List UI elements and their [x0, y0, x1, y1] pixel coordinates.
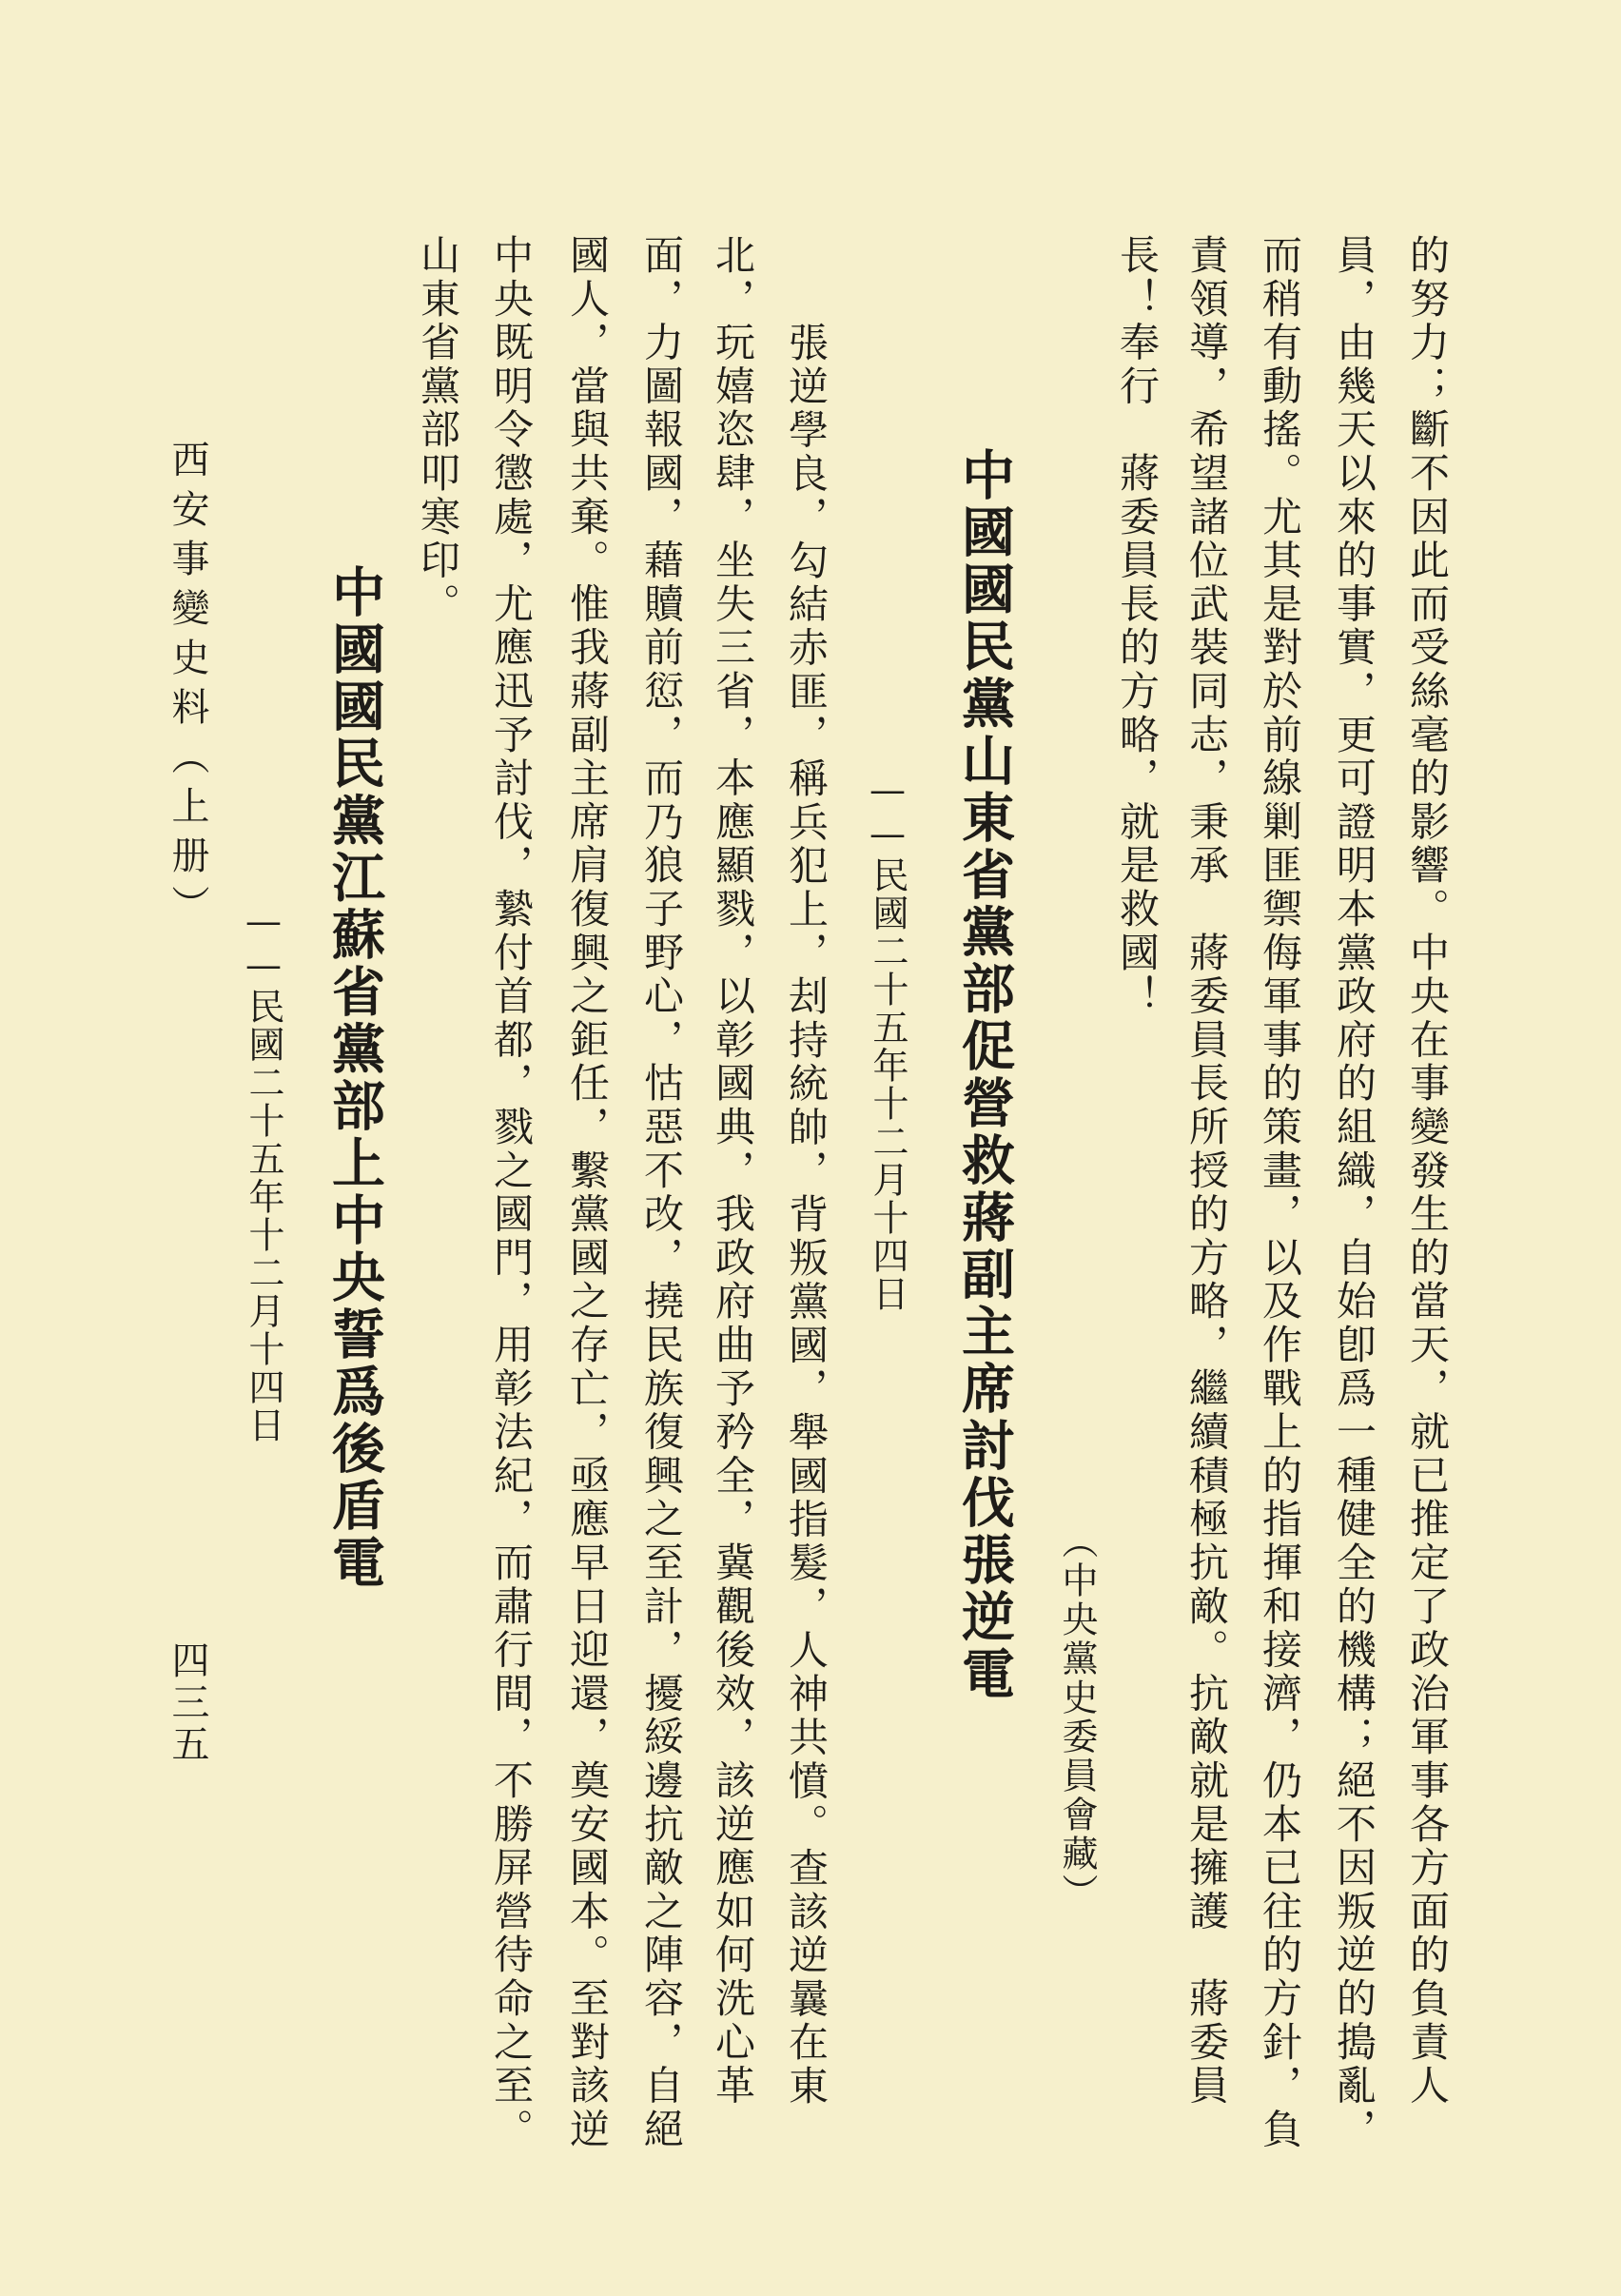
text-line: 張逆學良，勾結赤匪，稱兵犯上，刦持統帥，背叛黨國，舉國指髮，人神共憤。查該逆曩在東: [783, 322, 830, 2109]
document-date: ——民國二十五年十二月十四日: [243, 900, 284, 1444]
text-line: 而稍有動搖。尤其是對於前線剿匪禦侮軍事的策畫，以及作戰上的指揮和接濟，仍本已往的方針，負: [1257, 234, 1303, 2152]
text-line: 中央既明令懲處，尤應迅予討伐，縶付首都，戮之國門，用彰法紀，而肅行間，不勝屏營待命之至。: [488, 234, 535, 2152]
book-title-footer: 西安事變史料（上册）: [166, 440, 209, 934]
text-line: 長！奉行 蔣委員長的方略，就是救國！: [1114, 234, 1161, 1019]
text-line: 國人，當與共棄。惟我蔣副主席肩復興之鉅任，繫黨國之存亡，亟應早日迎還，奠安國本。至對該逆: [564, 234, 611, 2152]
text-line: 北，玩嬉恣肆，坐失三省，本應顯戮，以彰國典，我政府曲予矜全，冀觀後效，該逆應如何洗心革: [710, 234, 756, 2109]
source-note: （中央黨史委員會藏）: [1056, 1522, 1098, 1913]
text-line: 員，由幾天以來的事實，更可證明本黨政府的組織，自始卽爲一種健全的機構；絕不因叛逆的搗亂，: [1331, 234, 1377, 2152]
document-date: ——民國二十五年十二月十四日: [867, 769, 908, 1313]
text-line: 的努力；斷不因此而受絲毫的影響。中央在事變發生的當天，就已推定了政治軍事各方面的負責人: [1404, 234, 1451, 2109]
text-line: 山東省黨部叩寒印。: [415, 234, 461, 627]
document-title: 中國國民黨山東省黨部促營救蔣副主席討伐張逆電: [953, 447, 1016, 1703]
text-line: 面，力圖報國，藉贖前愆，而乃狼子野心，怙惡不改，撓民族復興之至計，擾綏邊抗敵之陣容，自絕: [638, 234, 685, 2152]
text-line: 責領導，希望諸位武裝同志，秉承 蔣委員長所授的方略，繼續積極抗敵。抗敵就是擁護 蔣委員: [1183, 234, 1230, 2109]
page-number: 四三五: [166, 1640, 209, 1766]
document-title: 中國國民黨江蘇省黨部上中央誓爲後盾電: [323, 564, 386, 1592]
